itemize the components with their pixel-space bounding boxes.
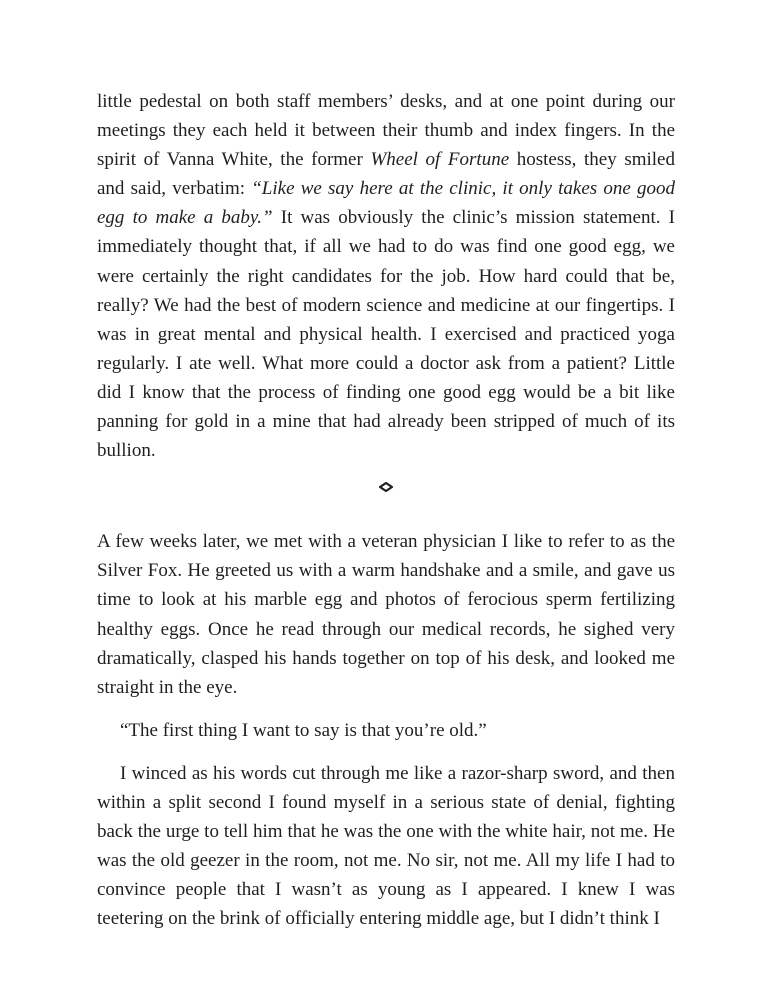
text-run: A few weeks later, we met with a veteran physician I like to refer to as the Silver Fox. He greeted us with a warm handshake and a smile, and gave us time to look at his marble egg and photos of ferocious sperm fertilizing healthy eggs. Once he read through our medical records, he sighed very dramatically, clasped his hands together on top of his desk, and looked me straight in the eye. [97, 531, 675, 698]
paragraph-denial [97, 759, 675, 934]
text-run: little pedestal on both staff members’ desks, and at one point during our meetings they each held it between their thumb and index fingers. In the spirit of Vanna White, the former [97, 91, 675, 171]
paragraph-clinic-mission [97, 87, 675, 465]
text-run: I winced as his words cut through me like a razor-sharp sword, and then within a split second I found myself in a serious state of denial, fighting back the urge to tell him that he was the one with the white hair, not me. He was the old geezer in the room, not me. No sir, not me. All my life I had to convince people that I wasn’t as young as I appeared. I knew I was teetering on the brink of officially entering middle age, but I didn’t think I [97, 762, 675, 930]
italic-text-run: Wheel of Fortune [370, 149, 510, 171]
text-run: hostess, they smiled and said, verbatim: [97, 149, 675, 200]
paragraph-silver-fox [97, 527, 675, 702]
text-run: “The first thing I want to say is that you’re old.” [120, 719, 487, 741]
section-break-ornament [97, 465, 675, 509]
text-run: It was obviously the clinic’s mission statement. I immediately thought that, if all we had to do was find one good egg, we were certainly the right candidates for the job. How hard could that be, really? We had the best of modern science and medicine at our fingertips. I was in great mental and physical health. I exercised and practiced yoga regularly. I ate well. What more could a doctor ask from a patient? Little did I know that the process of finding one good egg would be a bit like panning for gold in a mine that had already been stripped of much of its bullion. [97, 207, 675, 462]
page-body [97, 87, 675, 933]
paragraph-quote-old [97, 716, 675, 745]
italic-text-run: “Like we say here at the clinic, it only takes one good egg to make a baby.” [97, 178, 675, 229]
diamond-ornament-icon [379, 482, 393, 492]
